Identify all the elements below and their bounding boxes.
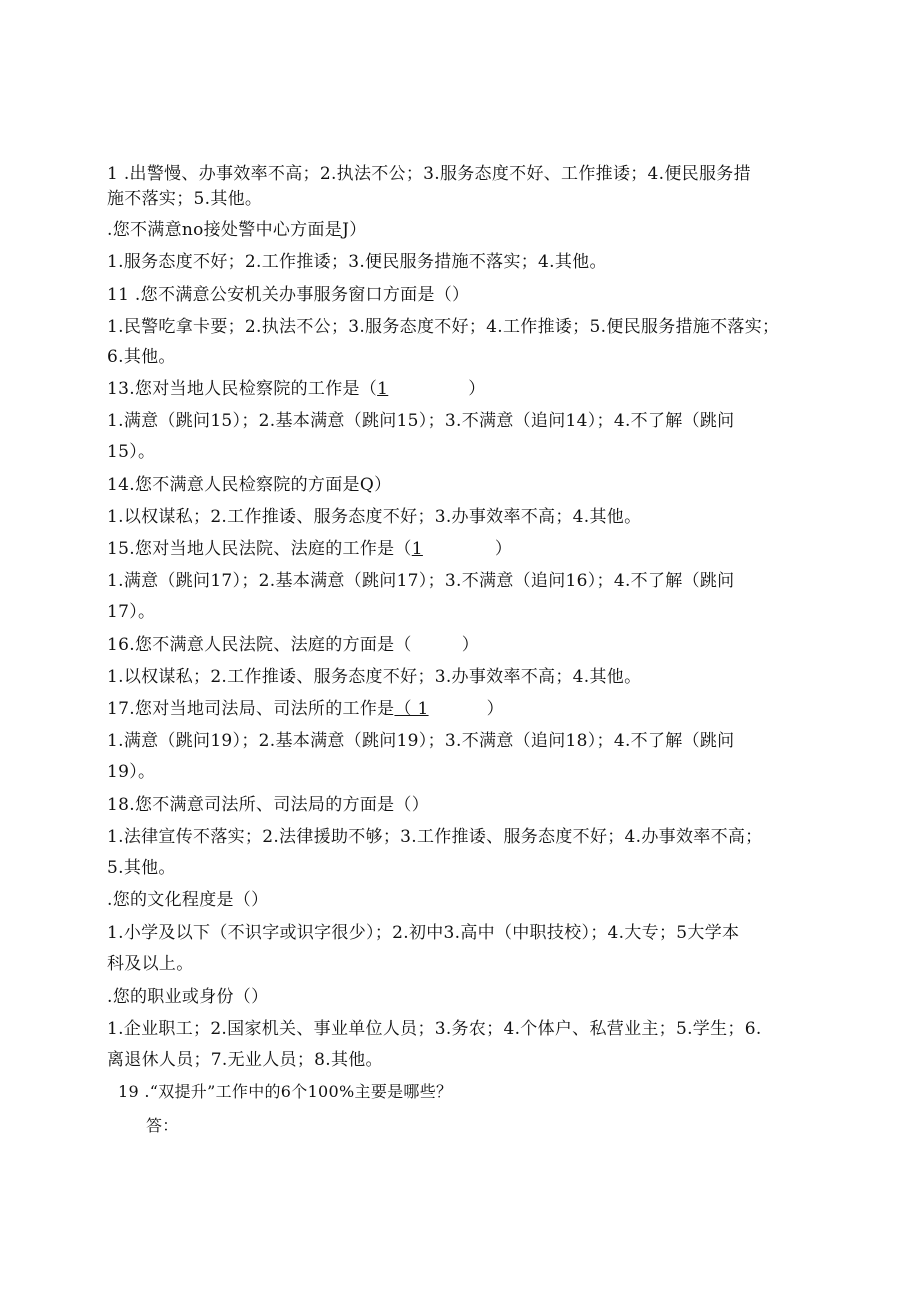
answer-blank: （ 1 (394, 699, 429, 719)
text-line: 1 .出警慢、办事效率不高；2.执法不公；3.服务态度不好、工作推诿；4.便民服务措 (107, 164, 751, 184)
question-text: 16.您不满意人民法院、法庭的方面是（ (107, 635, 412, 655)
options-line: 1.以权谋私；2.工作推诿、服务态度不好；3.办事效率不高；4.其他。 (107, 507, 642, 527)
options-line: 1.以权谋私；2.工作推诿、服务态度不好；3.办事效率不高；4.其他。 (107, 667, 642, 687)
question-text: 13.您对当地人民检察院的工作是（ (107, 379, 378, 399)
question-heading: 19 .“双提升”工作中的6个100%主要是哪些？ (118, 1082, 453, 1101)
question-heading: .您不满意no接处警中心方面是J） (107, 220, 367, 240)
text-line: 施不落实；5.其他。 (107, 189, 263, 209)
close-paren: ） (468, 379, 486, 399)
options-line: 5.其他。 (107, 858, 176, 878)
answer-blank: 1 (377, 379, 389, 399)
close-paren: ） (461, 635, 480, 655)
answer-label: 答： (146, 1116, 179, 1135)
close-paren: ） (486, 699, 504, 719)
options-line: 1.民警吃拿卡要；2.执法不公；3.服务态度不好；4.工作推诿；5.便民服务措施不落实； (107, 317, 780, 337)
question-text: 17.您对当地司法局、司法所的工作是 (107, 699, 395, 719)
options-line: 1.满意（跳问19）；2.基本满意（跳问19）；3.不满意（追问18）；4.不了解（跳问 (107, 731, 735, 751)
question-heading (107, 537, 819, 561)
question-heading: 11 .您不满意公安机关办事服务窗口方面是（） (107, 285, 470, 305)
question-heading (107, 697, 819, 721)
answer-blank: 1 (411, 539, 423, 559)
question-heading: .您的文化程度是（） (107, 890, 269, 910)
question-heading: .您的职业或身份（） (107, 987, 269, 1007)
options-line: 1.企业职工；2.国家机关、事业单位人员；3.务农；4.个体户、私营业主；5.学生；6. (107, 1019, 762, 1039)
question-heading (107, 377, 819, 401)
options-line: 1.满意（跳问15）；2.基本满意（跳问15）；3.不满意（追问14）；4.不了解（跳问 (107, 411, 735, 431)
options-line: 1.小学及以下（不识字或识字很少）；2.初中3.高中（中职技校）；4.大专；5大学本 (107, 923, 740, 943)
options-line: 1.满意（跳问17）；2.基本满意（跳问17）；3.不满意（追问16）；4.不了解（跳问 (107, 571, 735, 591)
options-line: 6.其他。 (107, 347, 176, 367)
question-heading: 14.您不满意人民检察院的方面是Q） (107, 475, 392, 495)
options-line: 19）。 (107, 762, 156, 782)
question-heading (107, 633, 819, 657)
options-line: 科及以上。 (107, 954, 194, 974)
question-heading: 18.您不满意司法所、司法局的方面是（） (107, 795, 430, 815)
close-paren: ） (494, 539, 513, 559)
options-line: 1.法律宣传不落实；2.法律援助不够；3.工作推诿、服务态度不好；4.办事效率不高； (107, 827, 763, 847)
question-text: 15.您对当地人民法院、法庭的工作是（ (107, 539, 412, 559)
options-line: 离退休人员；7.无业人员；8.其他。 (107, 1050, 383, 1070)
options-line: 15）。 (107, 442, 156, 462)
options-line: 1.服务态度不好；2.工作推诿；3.便民服务措施不落实；4.其他。 (107, 252, 607, 272)
options-line: 17）。 (107, 602, 156, 622)
